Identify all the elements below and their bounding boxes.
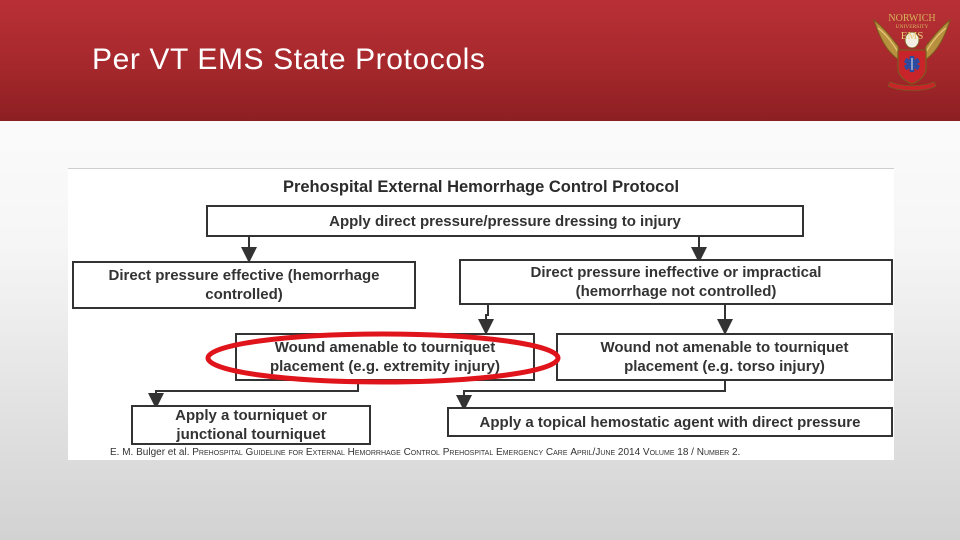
flowchart-title: Prehospital External Hemorrhage Control Protocol bbox=[282, 178, 680, 196]
pressure-ineffective-box: Direct pressure ineffective or impractical (hemorrhage not controlled) bbox=[459, 259, 893, 305]
citation-issue: April/June 2014 Volume 18 / Number 2. bbox=[570, 447, 741, 458]
header-banner bbox=[0, 0, 960, 121]
wound-amenable-box: Wound amenable to tourniquet placement (e.g. extremity injury) bbox=[235, 333, 535, 381]
citation-journal: Prehospital Emergency Care bbox=[442, 447, 568, 458]
citation-title: Prehospital Guideline for External Hemorrhage Control bbox=[192, 447, 440, 458]
svg-text:UNIVERSITY: UNIVERSITY bbox=[895, 24, 929, 30]
citation bbox=[110, 447, 890, 458]
arrow-to-hemostatic bbox=[464, 381, 725, 403]
pressure-effective-box: Direct pressure effective (hemorrhage controlled) bbox=[72, 261, 416, 309]
tourniquet-box: Apply a tourniquet or junctional tourniquet bbox=[131, 405, 371, 445]
arrow-to-amenable bbox=[486, 305, 488, 327]
protocol-flowchart bbox=[68, 168, 894, 460]
eagle-star-of-life-icon bbox=[870, 6, 954, 94]
apply-pressure-box: Apply direct pressure/pressure dressing to injury bbox=[206, 205, 804, 237]
hemostatic-box: Apply a topical hemostatic agent with direct pressure bbox=[447, 407, 893, 437]
svg-text:NORWICH: NORWICH bbox=[888, 13, 936, 24]
svg-text:EMS: EMS bbox=[900, 30, 924, 42]
citation-authors: E. M. Bulger et al. bbox=[110, 447, 190, 458]
slide-title: Per VT EMS State Protocols bbox=[92, 43, 486, 76]
arrow-to-tourniquet bbox=[156, 381, 358, 401]
wound-not-amenable-box: Wound not amenable to tourniquet placement (e.g. torso injury) bbox=[556, 333, 893, 381]
